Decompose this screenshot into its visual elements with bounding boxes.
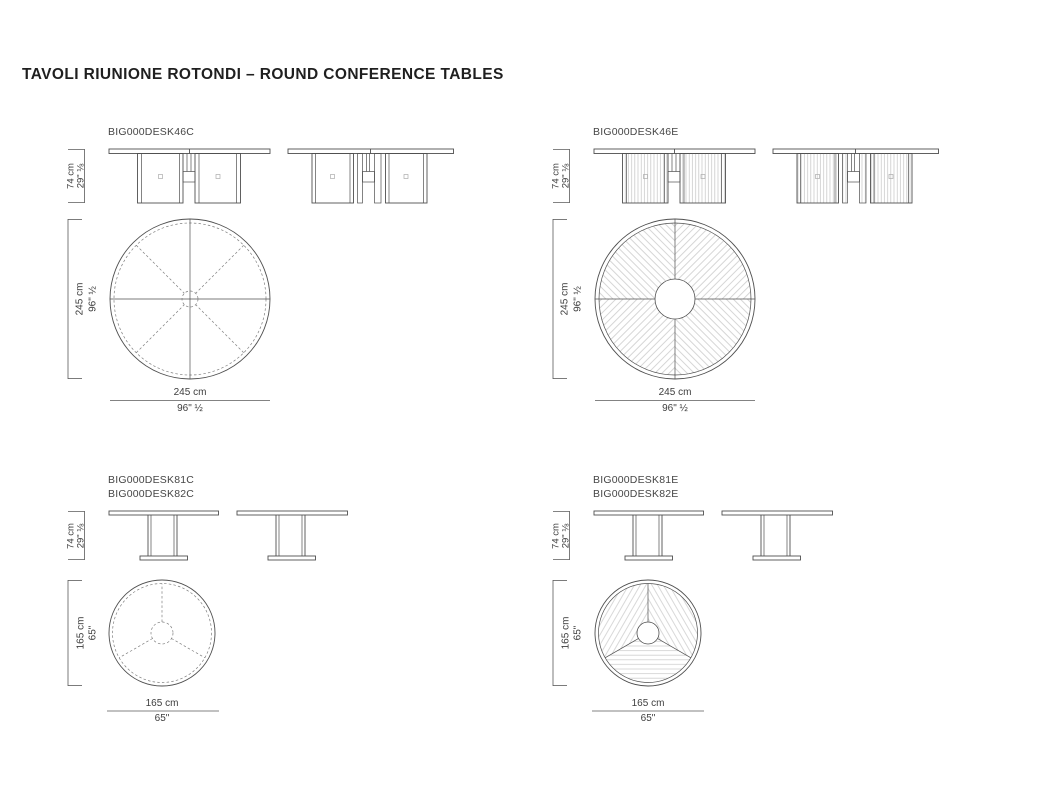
tl-dimension-lines [68, 149, 270, 401]
tl-height-label-in: 29" ⅛ [75, 163, 86, 189]
br-diameter-h-label-in: 65" [640, 713, 656, 724]
tl-diameter-h-label-in: 96" ½ [177, 403, 203, 414]
bl-front-elevation [109, 511, 219, 560]
tl-side-elevation [288, 149, 454, 203]
br-diameter-v-label-in: 65" [572, 625, 584, 641]
bl-height-label-in: 29" ⅛ [75, 523, 86, 548]
tr-diameter-h-label-in: 96" ½ [662, 403, 688, 414]
bl-diameter-h-label-in: 65" [154, 713, 170, 724]
br-diameter-v-label-cm: 165 cm [560, 616, 572, 650]
tr-height-label-cm: 74 cm [550, 163, 561, 189]
bl-diameter-v-label-cm: 165 cm [75, 616, 87, 650]
tr-side-elevation [773, 149, 939, 203]
tr-top-view [595, 219, 755, 379]
br-diameter-h-label-cm: 165 cm [631, 698, 665, 709]
bl-diameter-h-label-cm: 165 cm [145, 698, 179, 709]
tl-diameter-h-label-cm: 245 cm [173, 387, 207, 398]
tr-diameter-v-label-cm: 245 cm [559, 282, 571, 316]
br-front-elevation [594, 511, 704, 560]
tl-top-view [110, 219, 270, 379]
br-height-label-cm: 74 cm [550, 522, 561, 549]
tl-diameter-v-label-in: 96" ½ [87, 286, 98, 312]
bl-top-view [109, 580, 215, 686]
tl-diameter-v-label-cm: 245 cm [74, 282, 86, 316]
br-height-label-in: 29" ⅛ [560, 523, 571, 548]
bl-height-label-cm: 74 cm [65, 522, 76, 549]
bl-dimension-lines [68, 511, 219, 711]
bl-product-code-2: BIG000DESK82C [108, 488, 195, 500]
bl-diameter-v-label-in: 65" [87, 625, 99, 641]
br-product-code-1: BIG000DESK81E [593, 474, 679, 486]
tr-diameter-v-label-in: 96" ½ [572, 286, 583, 312]
br-top-view [595, 580, 701, 686]
bl-side-elevation [237, 511, 348, 560]
tl-front-elevation [109, 149, 270, 203]
tr-height-label-in: 29" ⅛ [560, 163, 571, 189]
br-side-elevation [722, 511, 833, 560]
tl-product-code: BIG000DESK46C [108, 126, 195, 138]
tr-front-elevation [594, 149, 755, 203]
tr-diameter-h-label-cm: 245 cm [658, 387, 692, 398]
br-product-code-2: BIG000DESK82E [593, 488, 679, 500]
bl-product-code-1: BIG000DESK81C [108, 474, 195, 486]
tr-product-code: BIG000DESK46E [593, 126, 679, 138]
page-title: TAVOLI RIUNIONE ROTONDI – ROUND CONFERENCE TABLES [22, 66, 504, 83]
tl-height-label-cm: 74 cm [65, 163, 76, 189]
